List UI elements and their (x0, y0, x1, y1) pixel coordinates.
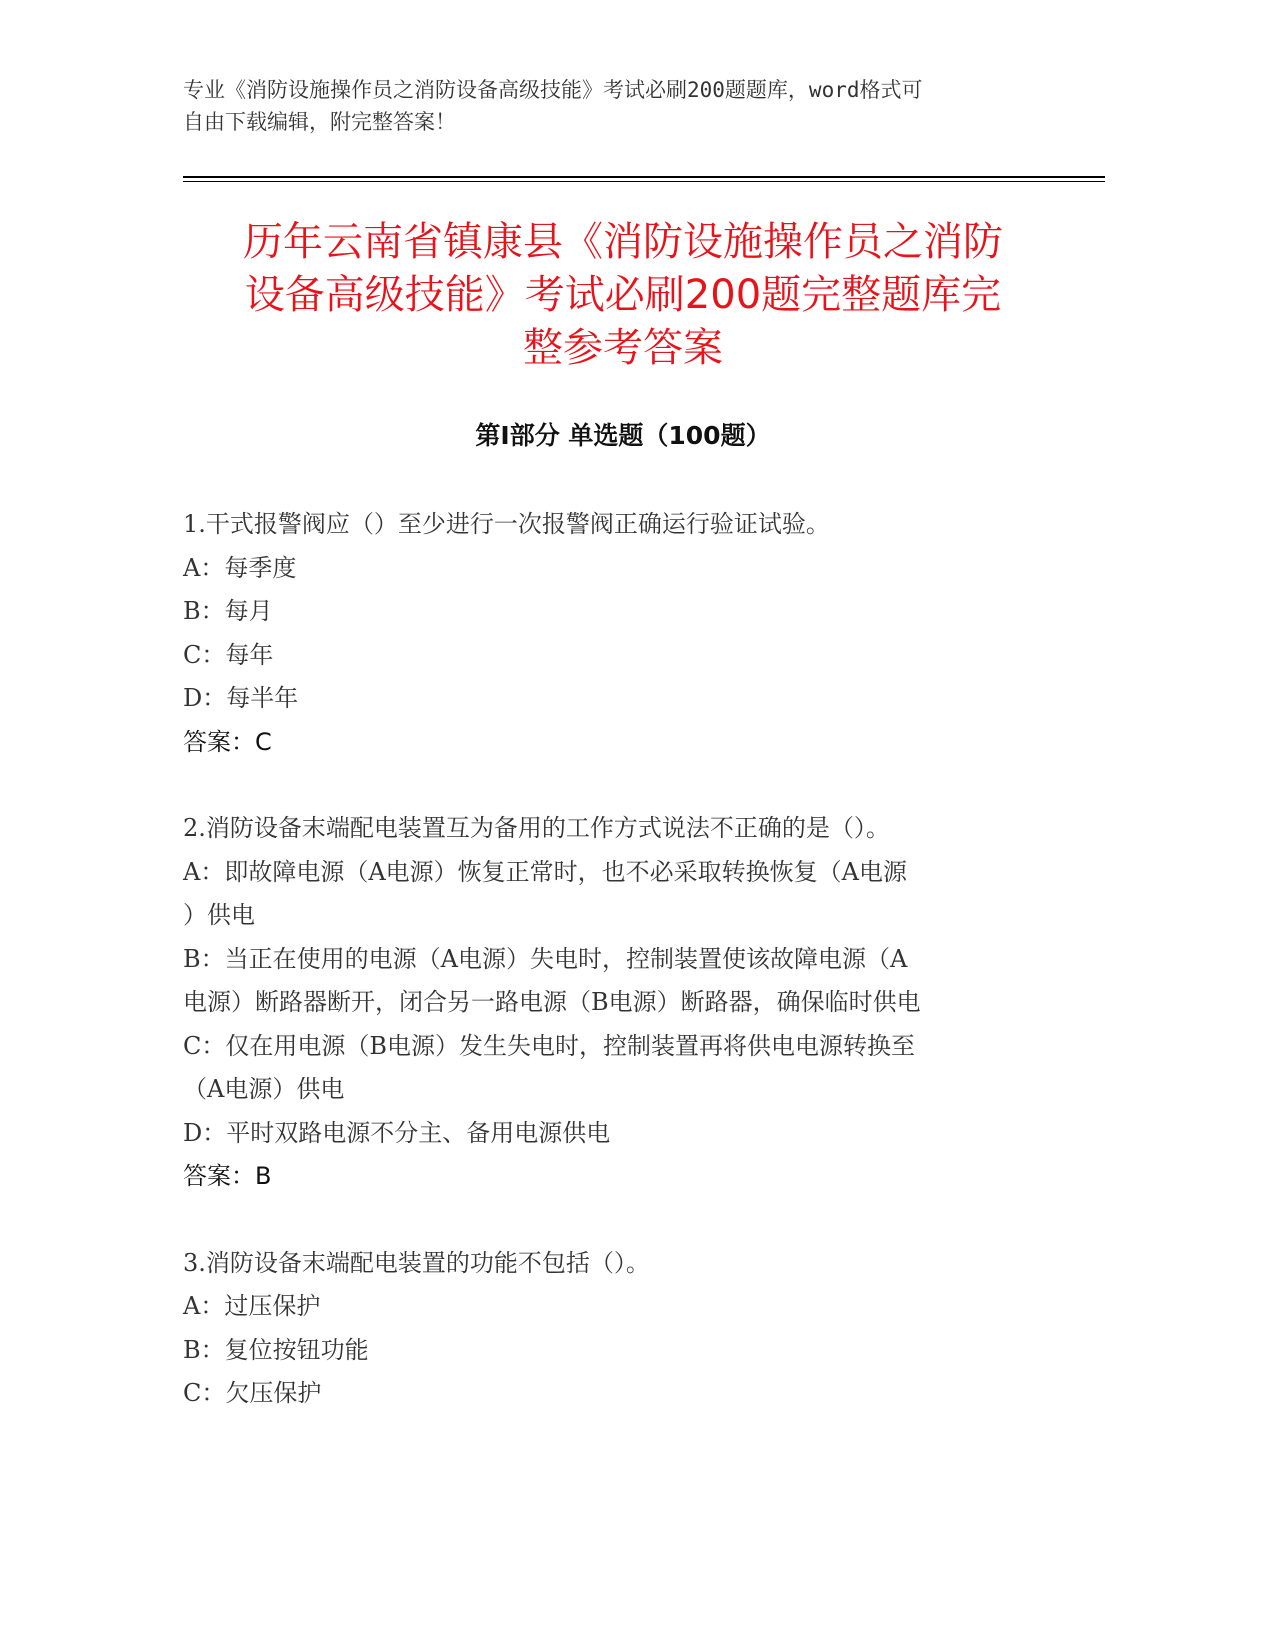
option-c: C：欠压保护 (183, 1379, 322, 1407)
header-note-line: 自由下载编辑，附完整答案！ (183, 110, 456, 134)
header-note (183, 74, 1063, 138)
option-a-continued: ）供电 (183, 901, 255, 929)
question-stem: 1.干式报警阀应（）至少进行一次报警阀正确运行验证试验。 (183, 510, 830, 538)
option-d: D：平时双路电源不分主、备用电源供电 (183, 1118, 611, 1147)
question-1 (183, 503, 1063, 764)
title-line: 整参考答案 (523, 325, 723, 371)
option-c: C：仅在用电源（B电源）发生失电时，控制装置再将供电电源转换至 (183, 1031, 915, 1060)
option-c: C：每年 (183, 640, 274, 669)
option-b: B：当正在使用的电源（A电源）失电时，控制装置使该故障电源（A (183, 944, 908, 973)
title-line: 设备高级技能》考试必刷200题完整题库完 (244, 272, 1002, 318)
option-b: B：每月 (183, 597, 273, 625)
question-stem: 2.消防设备末端配电装置互为备用的工作方式说法不正确的是（）。 (183, 814, 890, 842)
section-heading: 第Ⅰ部分 单选题（100题） (475, 421, 771, 450)
title-line: 历年云南省镇康县《消防设施操作员之消防 (243, 219, 1003, 265)
option-b: B：复位按钮功能 (183, 1335, 369, 1364)
answer-text: 答案：C (183, 727, 272, 756)
question-2 (183, 807, 1063, 1199)
header-divider-thick (183, 176, 1105, 178)
option-a: A：即故障电源（A电源）恢复正常时，也不必采取转换恢复（A电源 (183, 857, 907, 886)
question-3 (183, 1242, 1063, 1416)
option-a: A：每季度 (183, 553, 297, 582)
header-note-line: 专业《消防设施操作员之消防设备高级技能》考试必刷200题题库，word格式可 (183, 78, 923, 102)
question-stem: 3.消防设备末端配电装置的功能不包括（）。 (183, 1248, 650, 1277)
option-b-continued: 电源）断路器断开，闭合另一路电源（B电源）断路器，确保临时供电 (183, 988, 921, 1016)
document-title (183, 216, 1063, 375)
header-divider-thin (183, 181, 1105, 182)
answer-text: 答案：B (183, 1162, 272, 1190)
option-c-continued: （A电源）供电 (183, 1075, 345, 1103)
option-d: D：每半年 (183, 684, 299, 712)
question-list (183, 503, 1063, 1459)
option-a: A：过压保护 (183, 1292, 321, 1320)
